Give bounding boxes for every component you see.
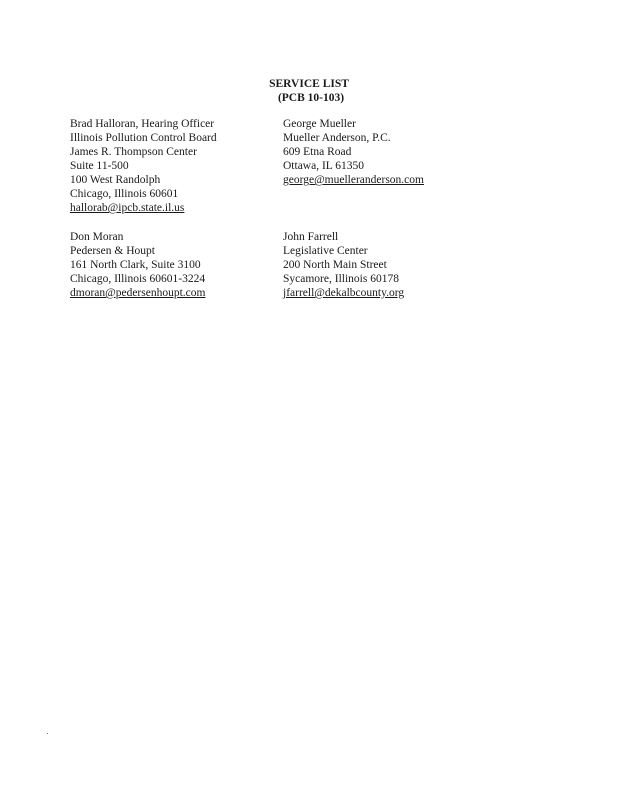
entry-address-line: James R. Thompson Center: [70, 146, 197, 158]
service-entry-moran: [70, 230, 290, 300]
entry-address-line: Suite 11-500: [70, 160, 129, 172]
entry-organization: Legislative Center: [283, 245, 368, 257]
entry-city-line: Chicago, Illinois 60601-3224: [70, 273, 206, 285]
document-title: SERVICE LIST: [269, 78, 349, 90]
entry-address-line: 100 West Randolph: [70, 174, 161, 186]
entry-organization: Illinois Pollution Control Board: [70, 132, 217, 144]
case-number: (PCB 10-103): [277, 92, 345, 104]
entry-name: Brad Halloran, Hearing Officer: [70, 118, 215, 130]
entry-name: John Farrell: [283, 231, 339, 243]
entry-name: George Mueller: [283, 118, 356, 130]
entry-name: Don Moran: [70, 231, 124, 243]
entry-address-line: 200 North Main Street: [283, 259, 387, 271]
service-entry-halloran: [70, 117, 290, 215]
entry-email-link[interactable]: dmoran@pedersenhoupt.com: [70, 287, 206, 299]
entry-organization: Mueller Anderson, P.C.: [283, 132, 391, 144]
entry-address-line: 609 Etna Road: [283, 146, 352, 158]
scan-speck: [47, 733, 48, 734]
entry-address-line: 161 North Clark, Suite 3100: [70, 259, 201, 271]
entry-city-line: Ottawa, IL 61350: [283, 160, 365, 172]
entry-organization: Pedersen & Houpt: [70, 245, 155, 257]
entry-email-link[interactable]: jfarrell@dekalbcounty.org: [283, 287, 405, 299]
entry-email-link[interactable]: hallorab@ipcb.state.il.us: [70, 202, 185, 214]
entry-city-line: Chicago, Illinois 60601: [70, 188, 179, 200]
entry-city-line: Sycamore, Illinois 60178: [283, 273, 399, 285]
service-entry-mueller: [283, 117, 503, 187]
entry-email-link[interactable]: george@muelleranderson.com: [283, 174, 424, 186]
title-block: [0, 77, 618, 105]
service-entry-farrell: [283, 230, 503, 300]
